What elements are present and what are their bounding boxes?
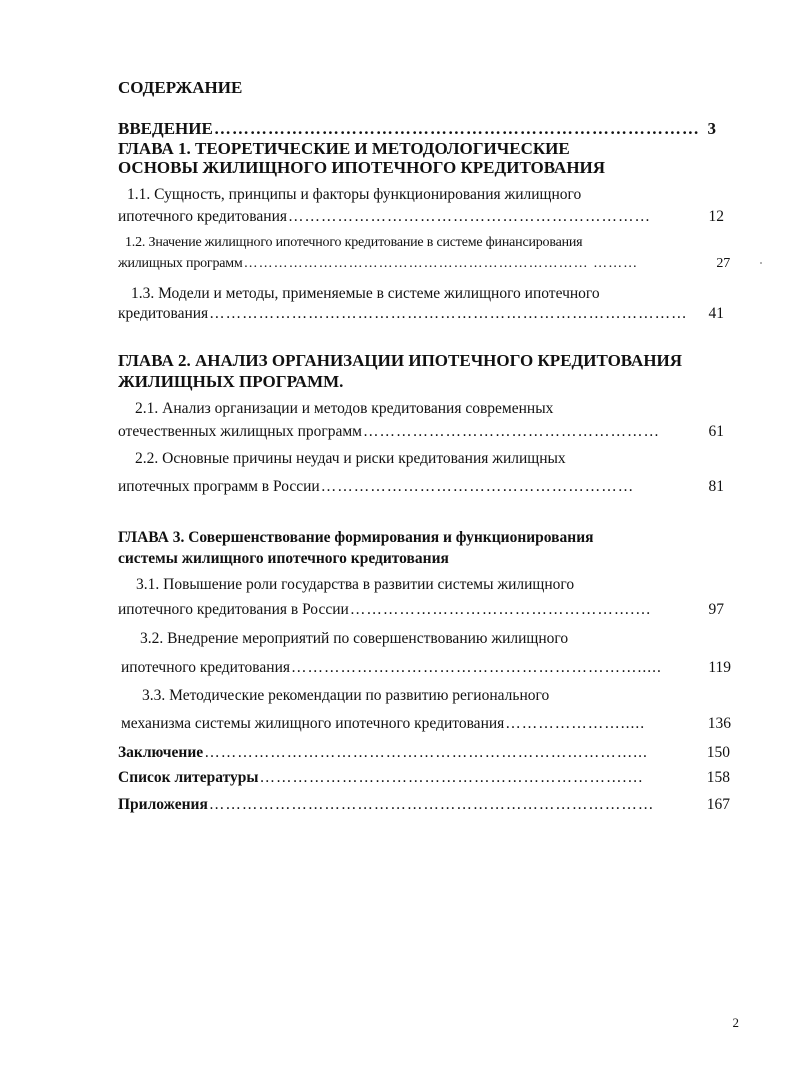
dot-leader: ……………………………………………………………………… <box>208 797 655 813</box>
toc-entry-introduction[interactable] <box>118 120 716 137</box>
toc-title: СОДЕРЖАНИЕ <box>118 78 243 97</box>
entry-page: 81 <box>708 478 724 495</box>
entry-page: 3 <box>707 119 716 138</box>
dot-leader: ………………………………………………………….… <box>259 770 644 786</box>
chapter2-title-line2[interactable]: ЖИЛИЩНЫХ ПРОГРАММ. <box>118 372 344 391</box>
section-3-1-line1[interactable]: 3.1. Повышение роли государства в развитии системы жилищного <box>136 576 575 593</box>
chapter2-title-line1[interactable]: ГЛАВА 2. АНАЛИЗ ОРГАНИЗАЦИИ ИПОТЕЧНОГО КРЕДИТОВАНИЯ <box>118 351 683 370</box>
section-2-1-line1[interactable]: 2.1. Анализ организации и методов кредитования современных <box>135 400 554 417</box>
dot-leader: ………………………………………………… <box>320 479 635 495</box>
section-3-2-line1[interactable]: 3.2. Внедрение мероприятий по совершенствованию жилищного <box>140 630 569 647</box>
entry-label: отечественных жилищных программ <box>118 423 362 440</box>
dot-leader: ……………………………………………………………………... <box>204 745 648 761</box>
toc-entry-1-1[interactable] <box>118 209 724 225</box>
toc-entry-2-1[interactable] <box>118 424 724 440</box>
section-1-2-line1[interactable]: 1.2. Значение жилищного ипотечного кредитование в системе финансирования <box>125 235 583 250</box>
entry-label: жилищных программ <box>118 256 243 271</box>
dot-leader: …………………..... <box>505 716 646 732</box>
page-number: 2 <box>732 1015 739 1030</box>
toc-entry-1-2[interactable] <box>118 257 730 271</box>
entry-label: механизма системы жилищного ипотечного кредитования <box>121 715 505 732</box>
entry-page: 119 <box>708 659 731 676</box>
entry-label: ВВЕДЕНИЕ <box>118 119 213 138</box>
toc-entry-3-3[interactable] <box>121 716 731 732</box>
section-1-1-line1[interactable]: 1.1. Сущность, принципы и факторы функционирования жилищного <box>127 186 582 203</box>
chapter3-title-line1[interactable]: ГЛАВА 3. Совершенствование формирования и функционирования <box>118 529 594 546</box>
entry-page: 27 <box>716 256 730 271</box>
toc-entry-3-2[interactable] <box>121 660 731 676</box>
entry-label: кредитования <box>118 305 209 322</box>
chapter1-title-line2[interactable]: ОСНОВЫ ЖИЛИЩНОГО ИПОТЕЧНОГО КРЕДИТОВАНИЯ <box>118 158 606 177</box>
toc-entry-1-3[interactable] <box>118 306 724 322</box>
section-2-2-line1[interactable]: 2.2. Основные причины неудач и риски кредитования жилищных <box>135 450 566 467</box>
entry-page: 158 <box>706 769 730 786</box>
dot-leader: ……………………………………………………………………… <box>213 120 700 137</box>
dot-leader: ……………………………………………… <box>362 424 660 440</box>
entry-page: 167 <box>706 796 730 813</box>
dot-leader: ………………………………………………………..... <box>291 660 662 676</box>
entry-page: 12 <box>708 208 724 225</box>
chapter1-title-line1[interactable]: ГЛАВА 1. ТЕОРЕТИЧЕСКИЕ И МЕТОДОЛОГИЧЕСКИЕ <box>118 139 570 158</box>
toc-entry-2-2[interactable] <box>118 479 724 495</box>
entry-label: ипотечных программ в России <box>118 478 320 495</box>
entry-page: 97 <box>708 601 724 618</box>
toc-entry-appendices[interactable] <box>118 797 730 813</box>
entry-page: 150 <box>706 744 730 761</box>
entry-label: Приложения <box>118 796 208 813</box>
dot-leader: …………………………………………….… <box>349 602 652 618</box>
entry-page: 41 <box>708 305 724 322</box>
section-3-3-line1[interactable]: 3.3. Методические рекомендации по развитию регионального <box>142 687 550 704</box>
entry-page: 61 <box>708 423 724 440</box>
scan-speck <box>760 262 762 264</box>
toc-entry-3-1[interactable] <box>118 602 724 618</box>
dot-leader: …………………………………………………………… ……… <box>243 257 639 271</box>
entry-page: 136 <box>707 715 731 732</box>
toc-entry-bibliography[interactable] <box>118 770 730 786</box>
entry-label: Заключение <box>118 744 204 761</box>
entry-label: Список литературы <box>118 769 259 786</box>
dot-leader: ………………………………………………………… <box>288 209 652 225</box>
chapter3-title-line2[interactable]: системы жилищного ипотечного кредитования <box>118 550 449 567</box>
toc-entry-conclusion[interactable] <box>118 745 730 761</box>
entry-label: ипотечного кредитования <box>118 208 288 225</box>
entry-label: ипотечного кредитования в России <box>118 601 349 618</box>
dot-leader: …………………………………………………………………………… <box>209 306 688 322</box>
entry-label: ипотечного кредитования <box>121 659 291 676</box>
section-1-3-line1[interactable]: 1.3. Модели и методы, применяемые в системе жилищного ипотечного <box>131 285 600 302</box>
